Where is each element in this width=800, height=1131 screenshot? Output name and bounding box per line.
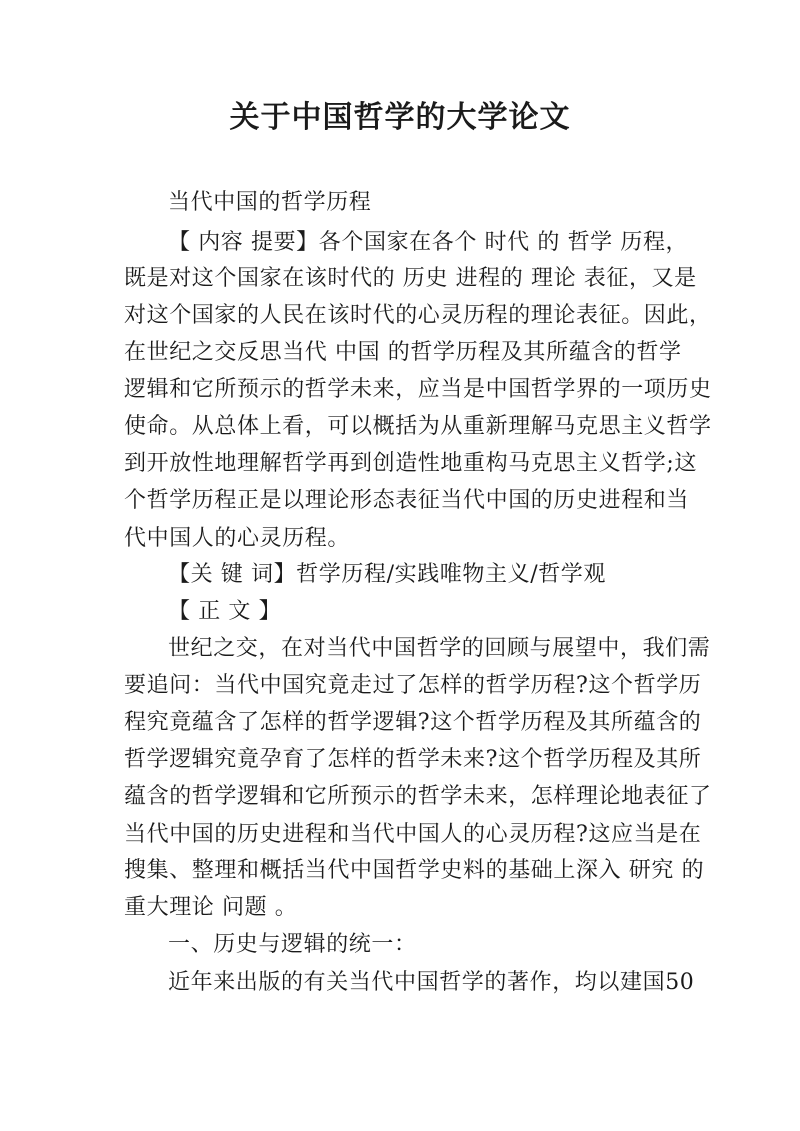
abstract-line: 代中国人的心灵历程。 <box>124 526 351 551</box>
abstract-line: 个哲学历程正是以理论形态表征当代中国的历史进程和当 <box>124 488 690 513</box>
abstract-line: 对这个国家的人民在该时代的心灵历程的理论表征。因此， <box>124 303 712 328</box>
body-line: 蕴含的哲学逻辑和它所预示的哲学未来，怎样理论地表征了 <box>124 784 712 809</box>
abstract-line: 既是对这个国家在该时代的 历史 进程的 理论 表征，又是 <box>124 266 697 291</box>
abstract-line: 在世纪之交反思当代 中国 的哲学历程及其所蕴含的哲学 <box>124 340 682 365</box>
body-line: 当代中国的历史进程和当代中国人的心灵历程?这应当是在 <box>124 822 702 847</box>
abstract-line: 逻辑和它所预示的哲学未来，应当是中国哲学界的一项历史 <box>124 377 712 402</box>
body-line: 程究竟蕴含了怎样的哲学逻辑?这个哲学历程及其所蕴含的 <box>124 710 702 735</box>
body-line: 重大理论 问题 。 <box>124 895 298 920</box>
body-line: 哲学逻辑究竟孕育了怎样的哲学未来?这个哲学历程及其所 <box>124 747 702 772</box>
main-text-heading: 【 正 文 】 <box>168 599 282 624</box>
section-heading: 当代中国的哲学历程 <box>168 190 372 215</box>
body-line: 要追问：当代中国究竟走过了怎样的哲学历程?这个哲学历 <box>124 673 702 698</box>
body-line: 世纪之交，在对当代中国哲学的回顾与展望中，我们需 <box>168 636 711 661</box>
keywords-line: 【关 键 词】哲学历程/实践唯物主义/哲学观 <box>168 562 607 587</box>
abstract-line: 【 内容 提要】各个国家在各个 时代 的 哲学 历程， <box>168 230 689 255</box>
body-line: 近年来出版的有关当代中国哲学的著作，均以建国50 <box>168 970 695 995</box>
body-line: 搜集、整理和概括当代中国哲学史料的基础上深入 研究 的 <box>124 858 705 883</box>
document-title: 关于中国哲学的大学论文 <box>229 100 571 135</box>
abstract-line: 使命。从总体上看，可以概括为从重新理解马克思主义哲学 <box>124 414 712 439</box>
abstract-line: 到开放性地理解哲学再到创造性地重构马克思主义哲学;这 <box>124 451 698 476</box>
subsection-heading: 一、历史与逻辑的统一： <box>168 932 417 957</box>
